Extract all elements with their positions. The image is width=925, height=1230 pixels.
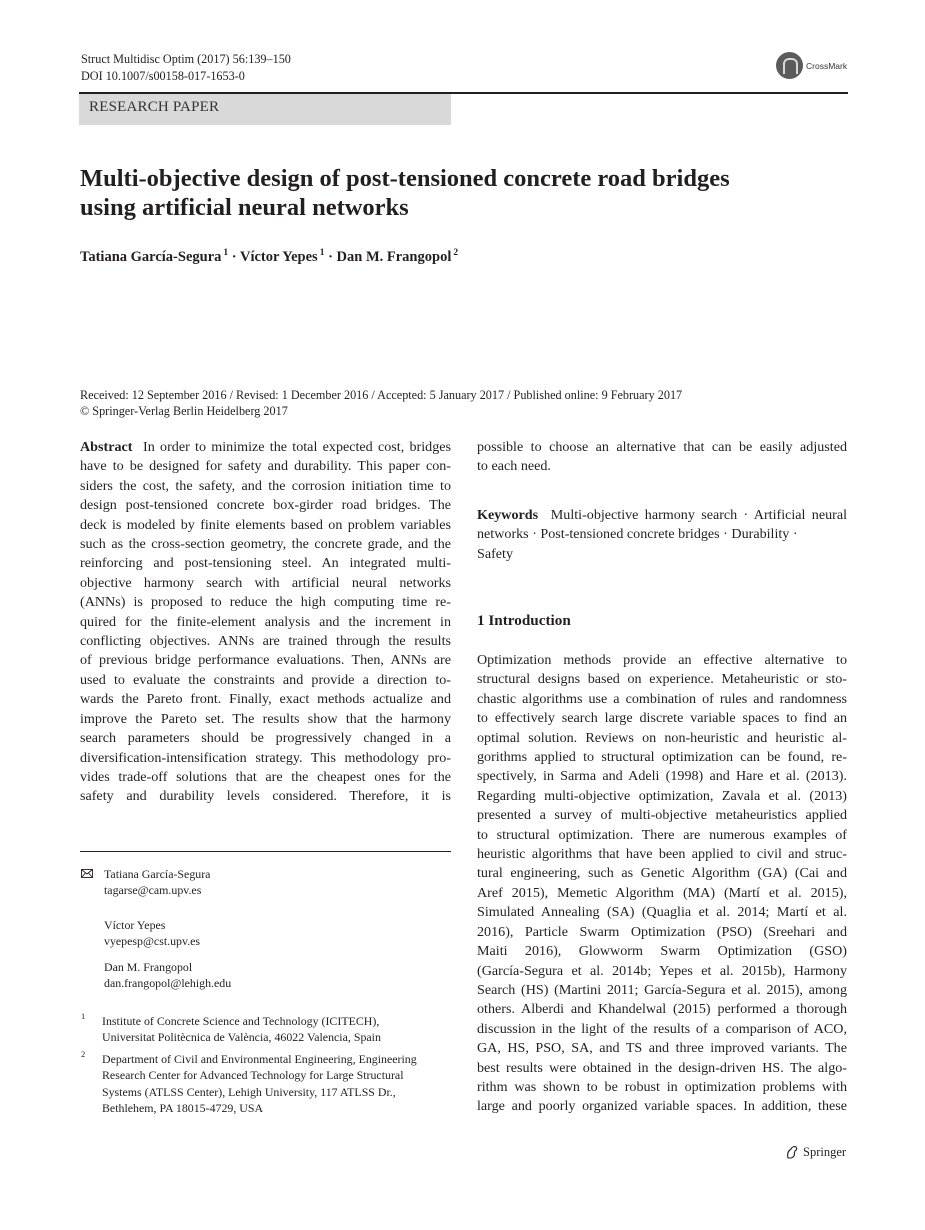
abstract-line: reinforcing and post-tensioning steel. An integrated multi- — [80, 555, 451, 572]
publisher-name: Springer — [803, 1145, 847, 1159]
affiliation-number: 2 — [81, 1049, 86, 1059]
abstract-line: such as the cross-section geometry, the concrete grade, and the — [80, 536, 451, 553]
contact-email[interactable]: dan.frangopol@lehigh.edu — [104, 976, 232, 990]
intro-line: Maiti 2016), Glowworm Swarm Optimization (GSO) — [477, 943, 847, 960]
contact-entry — [104, 917, 200, 949]
abstract-continuation — [477, 438, 847, 477]
intro-line: Aref 2015), Memetic Algorithm (MA) (Martí et al. 2015), — [477, 884, 847, 901]
abstract-line: (ANNs) is proposed to reduce the high computing time re- — [80, 594, 451, 611]
paper-title — [80, 164, 840, 222]
affiliation-line: Systems (ATLSS Center), Lehigh University, 117 ATLSS Dr., — [102, 1084, 396, 1099]
author-affiliation-mark: 2 — [453, 248, 459, 258]
author-separator: · — [231, 249, 237, 265]
abstract-line: have to be designed for safety and durability. This paper con- — [80, 458, 451, 475]
abstract-line: design post-tensioned concrete box-girder road bridges. The — [80, 497, 451, 514]
affiliation-line: Research Center for Advanced Technology for Large Structural — [102, 1068, 404, 1083]
intro-line: discussion in the light of the results of a comparison of ACO, — [477, 1020, 847, 1037]
author-name[interactable]: Dan M. Frangopol — [336, 249, 452, 265]
contact-name: Dan M. Frangopol — [104, 960, 193, 974]
abstract — [80, 438, 451, 807]
article-type: RESEARCH PAPER — [89, 99, 220, 115]
contact-email[interactable]: tagarse@cam.upv.es — [104, 883, 202, 897]
affiliation-line: Bethlehem, PA 18015-4729, USA — [102, 1100, 264, 1115]
intro-line: chastic algorithms use a combination of rules and randomness — [477, 690, 847, 707]
intro-line: (García-Segura et al. 2014b; Yepes et al. 2015b), Harmony — [477, 962, 847, 979]
keywords-line: networks · Post-tensioned concrete bridges · Durability · — [477, 526, 798, 543]
intro-line: rithm was shown to be robust in optimization problems with — [477, 1078, 847, 1095]
abstract-line: quired for the finite-element analysis and the increment in — [80, 613, 451, 630]
abstract-line: deck is modeled by finite elements based on problem variables — [80, 516, 451, 533]
title-line: using artificial neural networks — [80, 194, 409, 221]
copyright: © Springer-Verlag Berlin Heidelberg 2017 — [80, 404, 288, 418]
intro-line: structural designs based on experience. Metaheuristic or sto- — [477, 671, 847, 688]
contact-entry — [104, 866, 210, 898]
affiliation-line: Institute of Concrete Science and Technology (ICITECH), — [102, 1014, 380, 1028]
abstract-line: safety and durability levels considered. Therefore, it is — [80, 788, 451, 805]
springer-horse-icon — [785, 1145, 799, 1160]
title-line: Multi-objective design of post-tensioned concrete road bridges — [80, 165, 730, 192]
author-separator: · — [328, 249, 333, 265]
affiliation-line: Department of Civil and Environmental Engineering, Engineering — [102, 1052, 417, 1066]
author-name[interactable]: Víctor Yepes — [239, 249, 318, 265]
abstract-label: Abstract — [80, 439, 133, 455]
keywords-label: Keywords — [477, 507, 539, 523]
contact-name: Víctor Yepes — [104, 918, 166, 932]
intro-line: gorithms applied to structural optimization can be found, re- — [477, 749, 847, 766]
contact-entry — [104, 959, 231, 991]
doi[interactable]: DOI 10.1007/s00158-017-1653-0 — [81, 69, 245, 83]
keywords-line: Safety — [477, 545, 514, 562]
crossmark-icon — [776, 52, 803, 79]
abstract-line: used to evaluate the constraints and provide a direction to- — [80, 671, 451, 688]
intro-line: 2016), Particle Swarm Optimization (PSO) (Sreehari and — [477, 923, 847, 940]
intro-line: others. Alberdi and Khandelwal (2015) performed a thorough — [477, 1001, 847, 1018]
intro-line: large and poorly organized variable spaces. In addition, these — [477, 1098, 847, 1115]
envelope-icon — [81, 869, 93, 878]
keywords — [477, 506, 847, 564]
footnote-rule — [80, 851, 451, 852]
abstract-line: possible to choose an alternative that can be easily adjusted — [477, 439, 847, 455]
author-list — [80, 248, 458, 266]
contact-name: Tatiana García-Segura — [104, 867, 211, 881]
intro-line: heuristic algorithms that have been applied to civil and struc- — [477, 846, 847, 863]
keywords-line: Multi-objective harmony search · Artificial neural — [550, 507, 848, 523]
intro-line: Regarding multi-objective optimization, Zavala et al. (2013) — [477, 787, 847, 804]
intro-line: presented a survey of multi-objective metaheuristics applied — [477, 807, 847, 824]
abstract-line: of previous bridge performance evaluations. Then, ANNs are — [80, 652, 451, 669]
abstract-line: objective harmony search with artificial neural networks — [80, 574, 451, 591]
affiliation — [102, 1051, 452, 1116]
affiliation-line: Universitat Politècnica de València, 46022 Valencia, Spain — [102, 1030, 381, 1045]
intro-line: Search (HS) (Martini 2011; García-Segura et al. 2015), among — [477, 981, 847, 998]
publication-history — [80, 387, 682, 419]
contact-email[interactable]: vyepesp@cst.upv.es — [104, 934, 201, 948]
intro-line: GA, HS, PSO, SA, and TS and three improved variants. The — [477, 1040, 847, 1057]
abstract-line: conflicting objectives. ANNs are trained through the results — [80, 633, 451, 650]
intro-line: tural engineering, such as Genetic Algorithm (GA) (Cai and — [477, 865, 847, 882]
history-dates: Received: 12 September 2016 / Revised: 1 December 2016 / Accepted: 5 January 2017 / Published online: 9 February 2017 — [80, 388, 683, 402]
affiliation — [102, 1013, 452, 1046]
author-affiliation-mark: 1 — [223, 248, 229, 258]
intro-line: Optimization methods provide an effective alternative to — [477, 652, 847, 668]
intro-line: Simulated Annealing (SA) (Quaglia et al. 2014; Martí et al. — [477, 904, 847, 921]
intro-line: best results were obtained in the design-driven HS. The algo- — [477, 1059, 847, 1076]
abstract-line: search parameters should be progressively changed in a — [80, 730, 451, 747]
section-heading-introduction: 1 Introduction — [477, 612, 571, 629]
crossmark-label: CrossMark — [806, 60, 848, 71]
publisher-logo — [785, 1145, 846, 1160]
intro-line: optimal solution. Reviews on non-heuristic and heuristic al- — [477, 729, 847, 746]
abstract-line: improve the Pareto set. The results show that the harmony — [80, 710, 451, 727]
author-affiliation-mark: 1 — [319, 248, 325, 258]
author-name[interactable]: Tatiana García-Segura — [80, 249, 222, 265]
crossmark-badge[interactable] — [776, 52, 847, 79]
intro-line: to structural optimization. There are numerous examples of — [477, 826, 847, 843]
abstract-line: wards the Pareto front. Finally, exact methods actualize and — [80, 691, 451, 708]
abstract-line: In order to minimize the total expected cost, bridges — [143, 439, 451, 455]
affiliation-number: 1 — [81, 1011, 86, 1021]
introduction-body — [477, 651, 847, 1117]
abstract-line: siders the cost, the safety, and the corrosion initiation time to — [80, 477, 451, 494]
abstract-line: to each need. — [477, 458, 551, 475]
intro-line: to effectively search large discrete variable spaces to find an — [477, 710, 847, 727]
journal-citation: Struct Multidisc Optim (2017) 56:139–150 — [81, 52, 291, 66]
intro-line: spectively, in Sarma and Adeli (1998) and Hare et al. (2013). — [477, 768, 847, 785]
abstract-line: vides trade-off solutions that are the cheapest ones for the — [80, 768, 451, 785]
abstract-line: diversification-intensification strategy. This methodology pro- — [80, 749, 451, 766]
